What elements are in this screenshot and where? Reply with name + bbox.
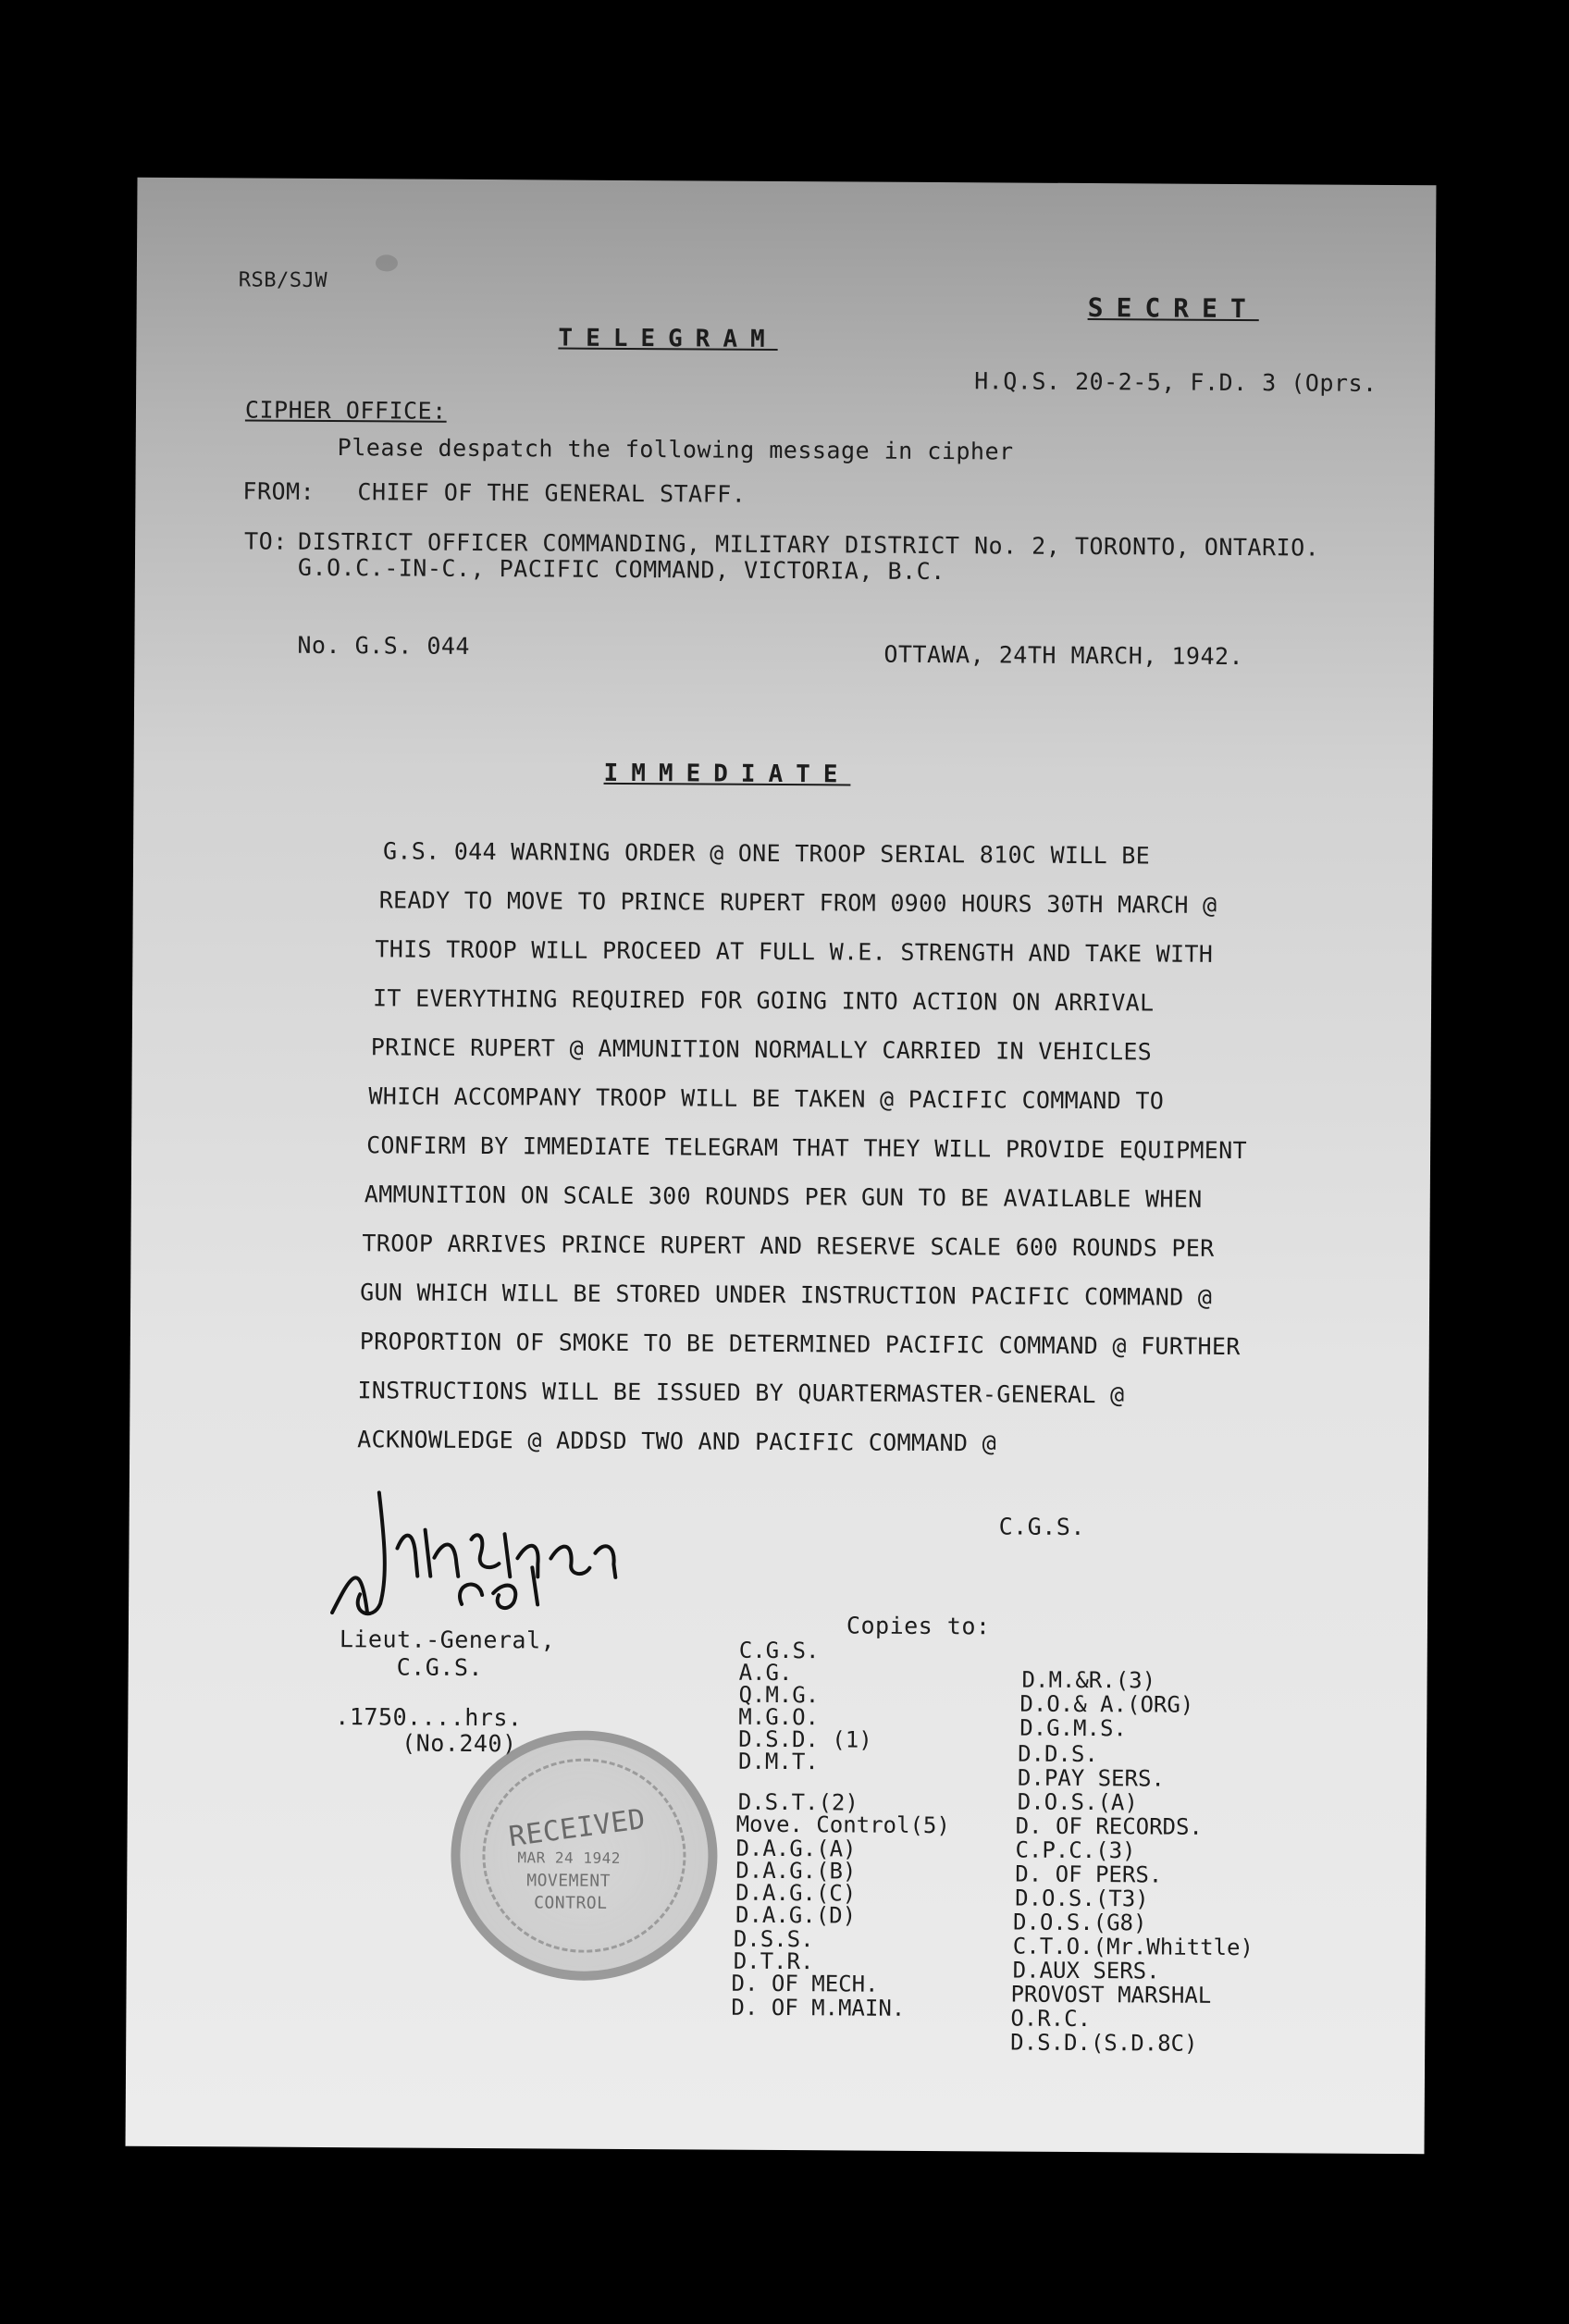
- received-stamp: [451, 1730, 719, 1982]
- stamp-date: MAR 24 1942: [517, 1848, 621, 1867]
- copy-recipient: D.S.T.(2): [737, 1788, 859, 1816]
- copy-recipient: D.D.S.: [1018, 1740, 1098, 1768]
- dispatch-serial: (No.240): [402, 1729, 517, 1758]
- copy-recipient: D.A.G.(A): [735, 1835, 857, 1862]
- copy-recipient: D.T.R.: [733, 1947, 814, 1975]
- copy-recipient: PROVOST MARSHAL: [1010, 1981, 1212, 2009]
- copy-recipient: D.O.& A.(ORG): [1019, 1690, 1194, 1718]
- body-line: TROOP ARRIVES PRINCE RUPERT AND RESERVE SCALE 600 ROUNDS PER: [362, 1230, 1215, 1262]
- signatory-title: C.G.S.: [396, 1653, 484, 1682]
- copy-recipient: D.O.S.(A): [1017, 1788, 1138, 1816]
- copy-recipient: D.A.G.(D): [735, 1901, 857, 1929]
- body-line: G.S. 044 WARNING ORDER @ ONE TROOP SERIAL 810C WILL BE: [382, 837, 1151, 870]
- place-and-date: OTTAWA, 24TH MARCH, 1942.: [883, 640, 1244, 671]
- copy-recipient: D.S.D. (1): [738, 1725, 872, 1753]
- signatory-rank: Lieut.-General,: [339, 1626, 556, 1654]
- copy-recipient: D.O.S.(T3): [1015, 1885, 1149, 1912]
- reference-initials: RSB/SJW: [238, 268, 328, 292]
- body-line: THIS TROOP WILL PROCEED AT FULL W.E. STRENGTH AND TAKE WITH: [375, 935, 1214, 968]
- copy-recipient: A.G.: [738, 1659, 793, 1687]
- dispatch-time: .1750....hrs.: [335, 1703, 523, 1732]
- body-line: ACKNOWLEDGE @ ADDSD TWO AND PACIFIC COMMAND @: [357, 1426, 997, 1457]
- stamp-unit-line2: CONTROL: [534, 1893, 608, 1913]
- message-number: No. G.S. 044: [297, 631, 471, 660]
- copy-recipient: M.G.O.: [738, 1703, 820, 1731]
- priority-immediate: IMMEDIATE: [603, 759, 851, 789]
- body-line: CONFIRM BY IMMEDIATE TELEGRAM THAT THEY WILL PROVIDE EQUIPMENT: [366, 1131, 1247, 1165]
- copy-recipient: Q.M.G.: [738, 1681, 820, 1709]
- handwritten-signature: [295, 1474, 703, 1634]
- copies-heading: Copies to:: [846, 1612, 991, 1640]
- body-line: WHICH ACCOMPANY TROOP WILL BE TAKEN @ PACIFIC COMMAND TO: [368, 1082, 1165, 1115]
- ink-smudge: [376, 254, 398, 271]
- body-line: AMMUNITION ON SCALE 300 ROUNDS PER GUN TO BE AVAILABLE WHEN: [364, 1181, 1203, 1213]
- copy-recipient: C.P.C.(3): [1015, 1836, 1136, 1864]
- body-line: READY TO MOVE TO PRINCE RUPERT FROM 0900 HOURS 30TH MARCH @: [378, 886, 1217, 919]
- telegram-page: [126, 178, 1437, 2155]
- copy-recipient: D.PAY SERS.: [1017, 1764, 1165, 1792]
- copy-recipient: D. OF RECORDS.: [1015, 1812, 1204, 1840]
- body-line: INSTRUCTIONS WILL BE ISSUED BY QUARTERMASTER-GENERAL @: [357, 1377, 1125, 1409]
- copy-recipient: D.AUX SERS.: [1012, 1957, 1160, 1984]
- copy-recipient: C.G.S.: [738, 1637, 820, 1664]
- body-line: IT EVERYTHING REQUIRED FOR GOING INTO ACTION ON ARRIVAL: [373, 984, 1155, 1017]
- stamp-label: RECEIVED: [506, 1802, 648, 1854]
- copy-recipient: D.G.M.S.: [1019, 1714, 1127, 1742]
- copy-recipient: D.M.&R.(3): [1021, 1666, 1156, 1694]
- cipher-office-label: CIPHER OFFICE:: [244, 396, 447, 425]
- body-line: GUN WHICH WILL BE STORED UNDER INSTRUCTION PACIFIC COMMAND @: [360, 1279, 1213, 1311]
- document-type-telegram: TELEGRAM: [558, 324, 778, 353]
- copy-recipient: D.A.G.(B): [735, 1857, 857, 1885]
- to-recipient-2: G.O.C.-IN-C., PACIFIC COMMAND, VICTORIA, B.C.: [297, 553, 945, 586]
- file-reference: H.Q.S. 20-2-5, F.D. 3 (Oprs.: [974, 367, 1378, 397]
- copy-recipient: D.O.S.(G8): [1012, 1909, 1147, 1936]
- copy-recipient: D. OF M.MAIN.: [731, 1994, 906, 2021]
- to-recipient-1: DISTRICT OFFICER COMMANDING, MILITARY DISTRICT No. 2, TORONTO, ONTARIO.: [298, 527, 1320, 562]
- copy-recipient: D. OF MECH.: [731, 1970, 879, 1997]
- copy-recipient: D.A.G.(C): [735, 1879, 857, 1907]
- signature-text: John Chyson Col: [295, 1473, 304, 1475]
- copy-recipient: D.S.S.: [733, 1925, 814, 1953]
- copy-recipient: D.S.D.(S.D.8C): [1010, 2029, 1198, 2057]
- from-value: CHIEF OF THE GENERAL STAFF.: [357, 478, 747, 508]
- classification-secret: SECRET: [1087, 292, 1259, 325]
- copy-recipient: D.M.T.: [737, 1748, 819, 1775]
- closing-cgs: C.G.S.: [998, 1513, 1086, 1541]
- copy-recipient: C.T.O.(Mr.Whittle): [1012, 1933, 1254, 1961]
- from-label: FROM:: [242, 477, 315, 505]
- stamp-unit-line1: MOVEMENT: [526, 1871, 612, 1891]
- to-label: TO:: [244, 527, 288, 555]
- copy-recipient: O.R.C.: [1010, 2005, 1092, 2033]
- body-line: PROPORTION OF SMOKE TO BE DETERMINED PACIFIC COMMAND @ FURTHER: [359, 1328, 1241, 1361]
- copy-recipient: Move. Control(5): [735, 1811, 950, 1839]
- cipher-instruction: Please despatch the following message in cipher: [337, 434, 1014, 465]
- body-line: PRINCE RUPERT @ AMMUNITION NORMALLY CARRIED IN VEHICLES: [370, 1033, 1153, 1066]
- copy-recipient: D. OF PERS.: [1015, 1860, 1163, 1888]
